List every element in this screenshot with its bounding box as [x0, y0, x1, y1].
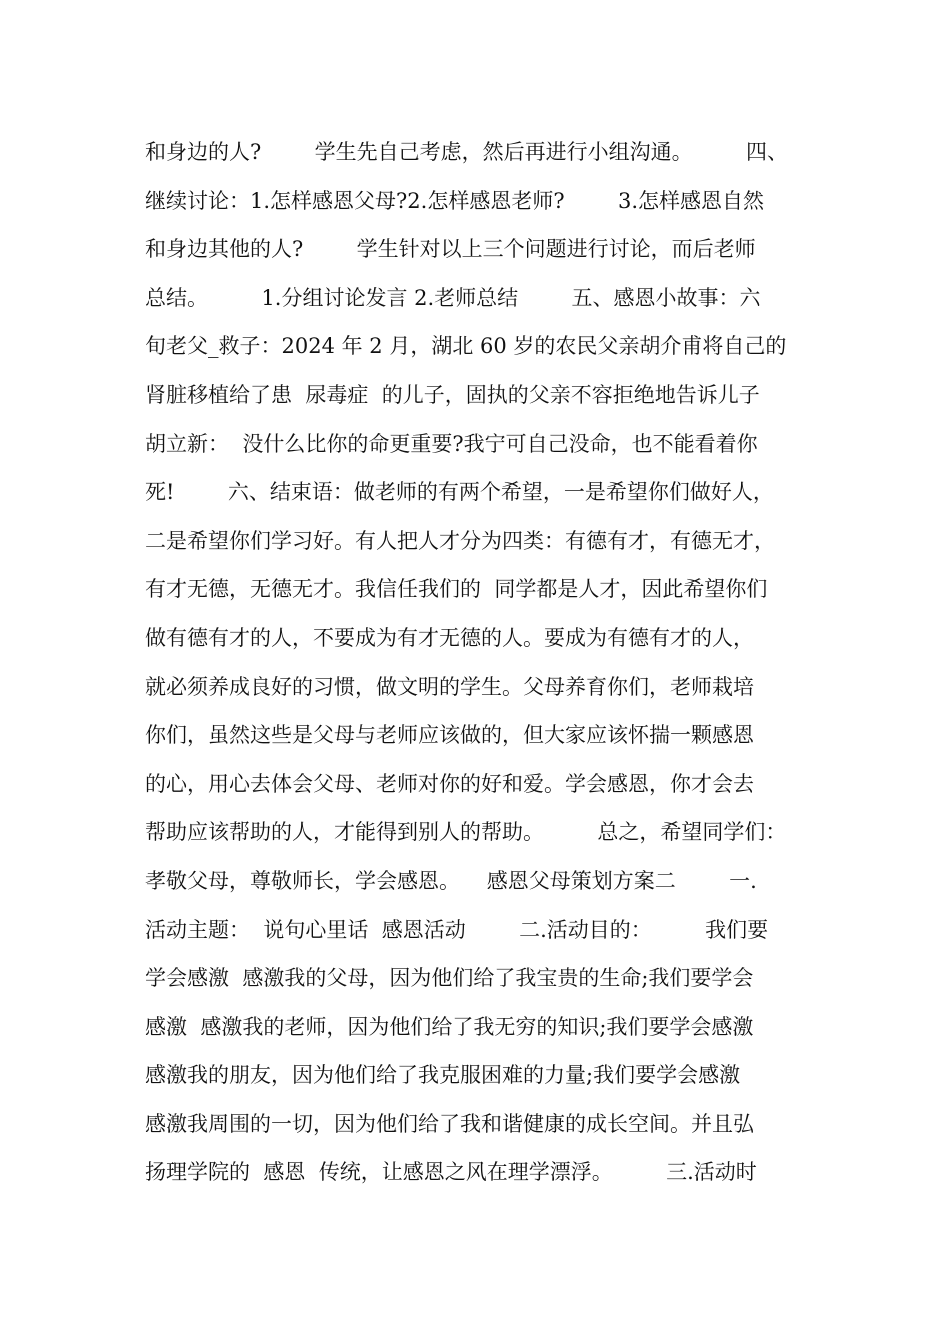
text-line: 感激 感激我的老师，因为他们给了我无穷的知识;我们要学会感激 — [145, 1014, 754, 1039]
text-line: 继续讨论：1.怎样感恩父母?2.怎样感恩老师? 3.怎样感恩自然 — [145, 188, 765, 213]
text-line: 肾脏移植给了患 尿毒症 的儿子，固执的父亲不容拒绝地告诉儿子 — [145, 382, 760, 407]
text-line: 和身边的人? 学生先自己考虑，然后再进行小组沟通。 四、 — [145, 140, 789, 164]
text-line: 和身边其他的人? 学生针对以上三个问题进行讨论，而后老师 — [145, 237, 756, 262]
text-line: 感激我的朋友，因为他们给了我克服困难的力量;我们要学会感激 — [145, 1063, 741, 1088]
text-line: 帮助应该帮助的人，才能得到别人的帮助。 总之，希望同学们： — [145, 820, 787, 845]
text-line: 感激我周围的一切，因为他们给了我和谐健康的成长空间。并且弘 — [145, 1111, 754, 1136]
text-line: 二是希望你们学习好。有人把人才分为四类：有德有才，有德无才， — [145, 528, 775, 553]
text-line: 有才无德，无德无才。我信任我们的 同学都是人才，因此希望你们 — [145, 577, 768, 602]
text-line: 胡立新： 没什么比你的命更重要?我宁可自己没命，也不能看着你 — [145, 431, 758, 456]
text-line: 总结。 1.分组讨论发言 2.老师总结 五、感恩小故事：六 — [145, 285, 761, 310]
text-line: 做有德有才的人，不要成为有才无德的人。要成为有德有才的人， — [145, 625, 754, 650]
body-text — [145, 128, 825, 1197]
text-line: 死! 六、结束语：做老师的有两个希望，一是希望你们做好人， — [145, 480, 774, 505]
text-line: 活动主题： 说句心里话 感恩活动 二.活动目的： 我们要 — [145, 917, 769, 942]
text-line: 的心，用心去体会父母、老师对你的好和爱。学会感恩，你才会去 — [145, 771, 754, 796]
text-line: 扬理学院的 感恩 传统，让感恩之风在理学漂浮。 三.活动时 — [145, 1160, 757, 1185]
text-line: 学会感激 感激我的父母，因为他们给了我宝贵的生命;我们要学会 — [145, 966, 754, 991]
text-line: 孝敬父母，尊敬师长，学会感恩。 感恩父母策划方案二 一. — [145, 868, 757, 893]
text-line: 旬老父_救子：2024 年 2 月，湖北 60 岁的农民父亲胡介甫将自己的 — [145, 334, 787, 359]
text-line: 就必须养成良好的习惯，做文明的学生。父母养育你们，老师栽培 — [145, 674, 754, 699]
text-line: 你们，虽然这些是父母与老师应该做的，但大家应该怀揣一颗感恩 — [145, 723, 754, 748]
